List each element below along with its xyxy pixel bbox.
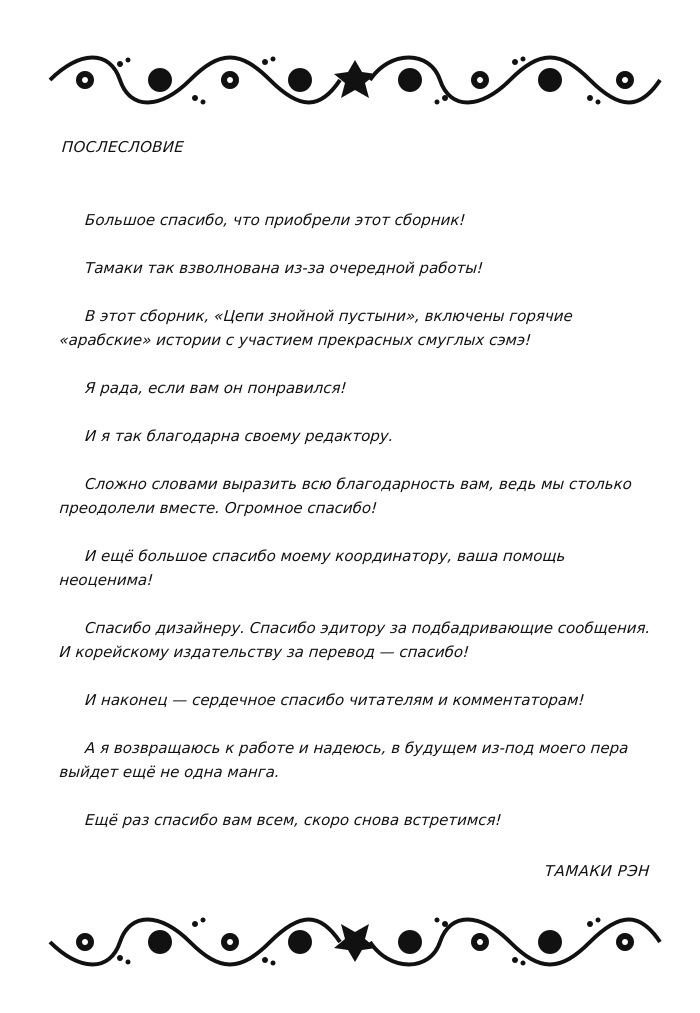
paragraph: Спасибо дизайнеру. Спасибо эдитору за подбадривающие сообщения. И корейскому издательству за перевод — спасибо! — [58, 619, 652, 661]
paragraph: А я возвращаюсь к работе и надеюсь, в будущем из-под моего пера выйдет ещё не одна манга. — [58, 739, 630, 781]
page-title: ПОСЛЕСЛОВИЕ — [61, 138, 185, 156]
paragraph: В этот сборник, «Цепи знойной пустыни», включены горячие «арабские» истории с участием прекрасных смуглых сэмэ! — [58, 307, 574, 349]
paragraph: И наконец — сердечное спасибо читателям и комментаторам! — [84, 691, 586, 709]
author-signature: ТАМАКИ РЭН — [544, 862, 651, 880]
bottom-floral-border — [40, 912, 670, 972]
floral-ornament-icon — [40, 50, 670, 110]
paragraph: И ещё большое спасибо моему координатору, ваша помощь неоценима! — [58, 547, 567, 589]
paragraph: Сложно словами выразить всю благодарность вам, ведь мы столько преодолели вместе. Огромное спасибо! — [58, 475, 633, 517]
afterword-body — [58, 208, 652, 856]
paragraph: И я так благодарна своему редактору. — [84, 427, 395, 445]
paragraph: Ещё раз спасибо вам всем, скоро снова встретимся! — [84, 811, 503, 829]
top-floral-border — [40, 50, 670, 110]
floral-ornament-icon — [40, 912, 670, 972]
paragraph: Большое спасибо, что приобрели этот сборник! — [84, 211, 467, 229]
paragraph: Тамаки так взволнована из-за очередной работы! — [84, 259, 484, 277]
paragraph: Я рада, если вам он понравился! — [84, 379, 348, 397]
